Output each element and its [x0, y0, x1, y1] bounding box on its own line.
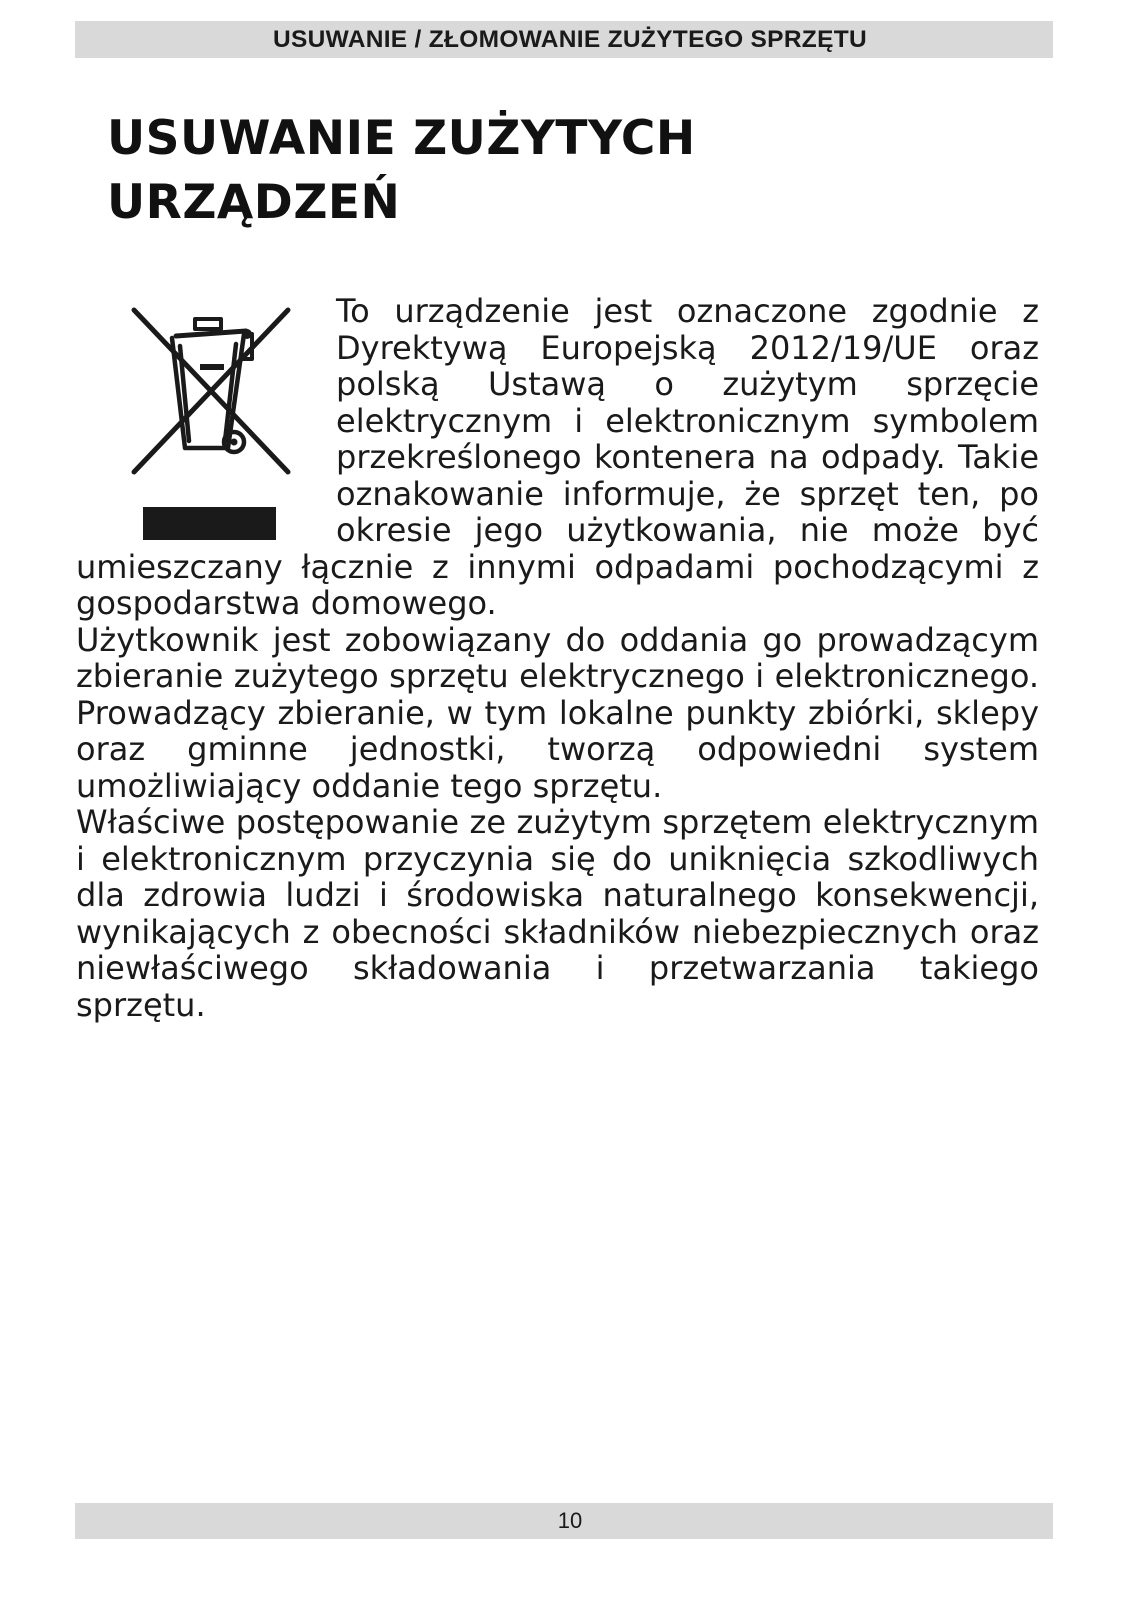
paragraph-proper-handling: Właściwe postępowanie ze zużytym sprzętem elektrycznym i elektronicznym przyczynia się do uniknięcia szkodliwych dla zdrowia ludzi i środowiska naturalnego konsekwencji, wynikających z obecności składników niebezpiecznych oraz niewłaściwego składowania i przetwarzania takiego sprzętu. — [76, 803, 1039, 1024]
symbol-spacer — [76, 293, 336, 546]
paragraph-marking: To urządzenie jest oznaczone zgodnie z Dyrektywą Europejską 2012/19/UE oraz polską Ustawą o zużytym sprzęcie elektrycznym i elektronicznym symbolem przekreślonego kontenera na odpady. Takie oznakowanie informuje, że sprzęt ten, po okresie jego użytkowania, nie może być umieszczany łącznie z innymi odpadami pochodzącymi z gospodarstwa domowego. — [76, 292, 1039, 622]
header-bar — [75, 21, 1053, 58]
footer-bar — [75, 1503, 1053, 1539]
page-title — [107, 107, 696, 235]
paragraph-user-obligation: Użytkownik jest zobowiązany do oddania go prowadzącym zbieranie zużytego sprzętu elektrycznego i elektronicznego. Prowadzący zbieranie, w tym lokalne punkty zbiórki, sklepy oraz gminne jednostki, tworzą odpowiedni system umożliwiający oddanie tego sprzętu. — [76, 620, 1039, 805]
section-title: USUWANIE / ZŁOMOWANIE ZUŻYTEGO SPRZĘTU — [273, 25, 867, 53]
body-text — [76, 293, 1039, 1023]
page-title-line-1: USUWANIE ZUŻYTYCH — [107, 111, 696, 166]
page-number: 10 — [557, 1508, 583, 1533]
page-title-line-2: URZĄDZEŃ — [107, 175, 401, 230]
